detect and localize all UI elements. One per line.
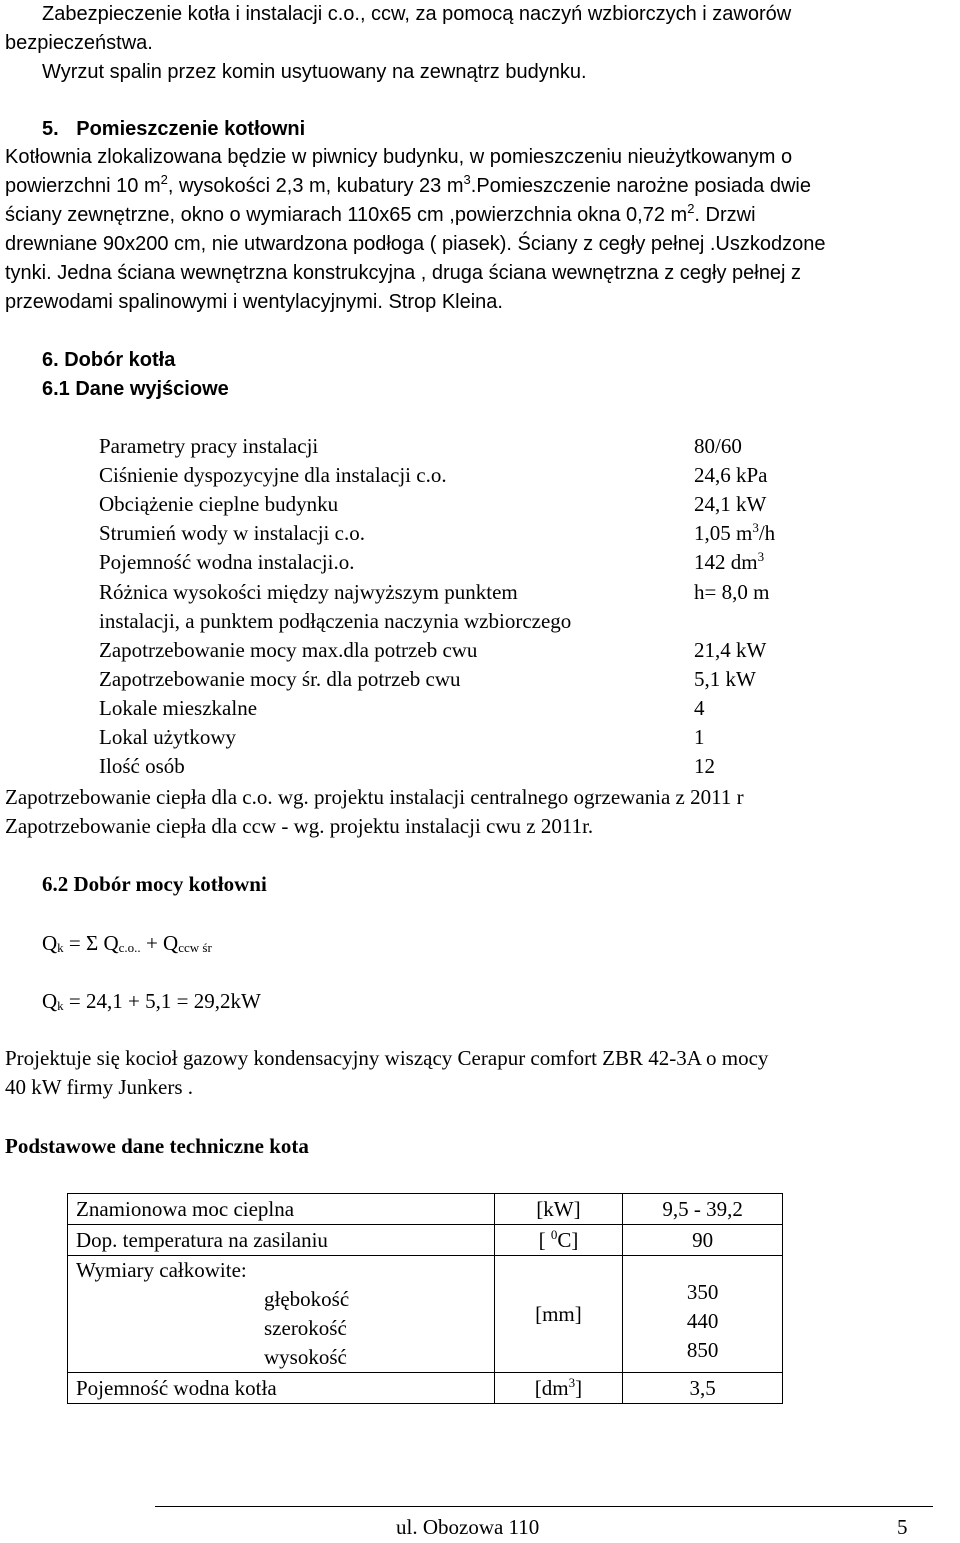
text-fragment: Q (42, 989, 58, 1013)
parameter-label: Parametry pracy instalacji (99, 434, 319, 458)
text-fragment: C] (557, 1227, 579, 1252)
text-fragment: ściany zewnętrzne, okno o wymiarach 110x65 cm ,powierzchnia okna 0,72 m (5, 204, 688, 226)
text-fragment: powierzchni 10 m (5, 175, 161, 197)
subscript: ccw śr (178, 940, 212, 955)
parameter-value (694, 461, 768, 490)
superscript: 3 (463, 172, 471, 187)
table-cell: 90 (623, 1225, 783, 1256)
parameter-label: Pojemność wodna instalacji.o. (99, 550, 355, 575)
parameter-value (694, 490, 766, 519)
subscript: k (57, 998, 64, 1013)
text-fragment: 5,1 kW (694, 666, 756, 691)
section-5-line-2 (5, 172, 811, 201)
depth-label: głębokość (264, 1287, 350, 1311)
superscript: 2 (160, 172, 168, 187)
formula-1 (42, 929, 212, 958)
section-5-line-3 (5, 201, 756, 230)
text-fragment: 24,1 kW (694, 492, 767, 517)
text-fragment: = Σ Q (63, 931, 119, 955)
height-label: wysokość (264, 1345, 347, 1369)
superscript: 2 (687, 201, 695, 216)
parameter-value (694, 665, 756, 694)
table-cell: Dop. temperatura na zasilaniu (68, 1225, 495, 1256)
footer-page-number: 5 (897, 1515, 908, 1539)
subscript: k (57, 940, 64, 955)
text-fragment: /h (758, 521, 776, 546)
text-fragment: 142 dm (694, 550, 758, 575)
text-fragment: . Drzwi (694, 204, 756, 226)
superscript: 0 (550, 1226, 558, 1242)
design-line-1: Projektuje się kocioł gazowy kondensacyjny wiszący Cerapur comfort ZBR 42-3A o mocy (5, 1046, 769, 1070)
text-fragment: = 24,1 + 5,1 = 29,2kW (63, 989, 261, 1013)
intro-line-2: bezpieczeństwa. (5, 32, 153, 54)
parameter-label: Ciśnienie dyspozycyjne dla instalacji c.o. (99, 463, 447, 488)
demand-ccw: Zapotrzebowanie ciepła dla ccw - wg. projektu instalacji cwu z 2011r. (5, 814, 594, 838)
superscript: 3 (757, 549, 765, 565)
parameter-value (694, 548, 764, 577)
parameter-label: Ilość osób (99, 754, 185, 779)
table-cell (623, 1256, 783, 1373)
parameter-label: Zapotrzebowanie mocy śr. dla potrzeb cwu (99, 666, 461, 691)
section-5-heading (42, 115, 305, 144)
table-cell: Pojemność wodna kotła (68, 1373, 495, 1404)
intro-line-3: Wyrzut spalin przez komin usytuowany na zewnątrz budynku. (42, 61, 587, 83)
text-fragment: , wysokości 2,3 m, kubatury 23 m (167, 175, 464, 197)
text-fragment: h= 8,0 m (694, 579, 770, 604)
text-fragment: ] (575, 1375, 583, 1400)
text-fragment: 1 (694, 725, 705, 749)
section-6-1-heading: 6.1 Dane wyjściowe (42, 378, 229, 400)
dimensions-label: Wymiary całkowite: (76, 1258, 247, 1282)
parameter-label: Strumień wody w instalacji c.o. (99, 521, 365, 546)
table-cell: 9,5 - 39,2 (623, 1194, 783, 1225)
table-cell: [kW] (494, 1194, 623, 1225)
text-fragment: 24,6 kPa (694, 463, 768, 488)
table-row (68, 1225, 783, 1256)
parameter-label: Zapotrzebowanie mocy max.dla potrzeb cwu (99, 637, 478, 662)
parameter-label: instalacji, a punktem podłączenia naczynia wzbiorczego (99, 608, 572, 633)
width-label: szerokość (264, 1316, 347, 1340)
text-fragment: 4 (694, 695, 705, 720)
subscript: c.o.. (118, 940, 141, 955)
width-value: 440 (686, 1308, 719, 1333)
intro-line-1: Zabezpieczenie kotła i instalacji c.o., ccw, za pomocą naczyń wzbiorczych i zaworów (42, 3, 792, 25)
section-5-line-4: drewniane 90x200 cm, nie utwardzona podłoga ( piasek). Ściany z cegły pełnej .Uszkodzone (5, 233, 826, 255)
parameter-value (694, 723, 705, 752)
table-row (68, 1373, 783, 1404)
parameter-value (694, 694, 705, 723)
text-fragment: [dm (534, 1375, 569, 1400)
parameter-label: Lokale mieszkalne (99, 695, 258, 720)
text-fragment: 80/60 (694, 434, 742, 458)
section-6-2-heading: 6.2 Dobór mocy kotłowni (42, 872, 267, 896)
depth-value: 350 (686, 1279, 719, 1304)
parameter-value (694, 752, 715, 781)
footer-rule (155, 1506, 933, 1507)
table-cell (68, 1256, 495, 1373)
tech-data-table (67, 1193, 783, 1404)
tech-heading: Podstawowe dane techniczne kota (5, 1134, 309, 1158)
parameter-label: Lokal użytkowy (99, 725, 237, 749)
parameter-value (694, 578, 769, 607)
formula-2 (42, 987, 261, 1016)
demand-co: Zapotrzebowanie ciepła dla c.o. wg. projektu instalacji centralnego ogrzewania z 2011 r (5, 785, 744, 809)
text-fragment: [ (538, 1227, 551, 1252)
text-fragment: Q (42, 931, 58, 955)
text-fragment: + Q (140, 931, 179, 955)
superscript: 3 (568, 1374, 576, 1390)
table-cell (494, 1373, 623, 1404)
text-fragment: 12 (694, 754, 715, 779)
table-cell (494, 1225, 623, 1256)
table-cell: [mm] (494, 1256, 623, 1373)
superscript: 3 (752, 520, 759, 536)
design-line-2: 40 kW firmy Junkers . (5, 1075, 194, 1099)
parameter-value (694, 636, 766, 665)
section-5-line-5: tynki. Jedna ściana wewnętrzna konstrukcyjna , druga ściana wewnętrzna z cegły pełnej z (5, 262, 801, 284)
section-5-line-6: przewodami spalinowymi i wentylacyjnymi. Strop Kleina. (5, 291, 503, 313)
table-cell: Znamionowa moc cieplna (68, 1194, 495, 1225)
section-5-line-1: Kotłownia zlokalizowana będzie w piwnicy budynku, w pomieszczeniu nieużytkowanym o (5, 146, 793, 168)
parameter-label: Różnica wysokości między najwyższym punktem (99, 579, 518, 604)
section-6-heading: 6. Dobór kotła (42, 349, 176, 371)
text-fragment: .Pomieszczenie narożne posiada dwie (470, 175, 811, 197)
text-fragment: 21,4 kW (694, 637, 767, 662)
table-row (68, 1194, 783, 1225)
text-fragment: 1,05 m (694, 521, 753, 546)
parameter-value (694, 432, 742, 461)
parameter-label: Obciążenie cieplne budynku (99, 492, 339, 517)
footer-address: ul. Obozowa 110 (396, 1515, 540, 1539)
table-cell: 3,5 (623, 1373, 783, 1404)
section-5-title: Pomieszczenie kotłowni (76, 118, 306, 140)
table-row (68, 1256, 783, 1373)
parameter-value (694, 519, 775, 548)
section-5-number: 5. (42, 118, 59, 140)
height-value: 850 (686, 1337, 719, 1362)
